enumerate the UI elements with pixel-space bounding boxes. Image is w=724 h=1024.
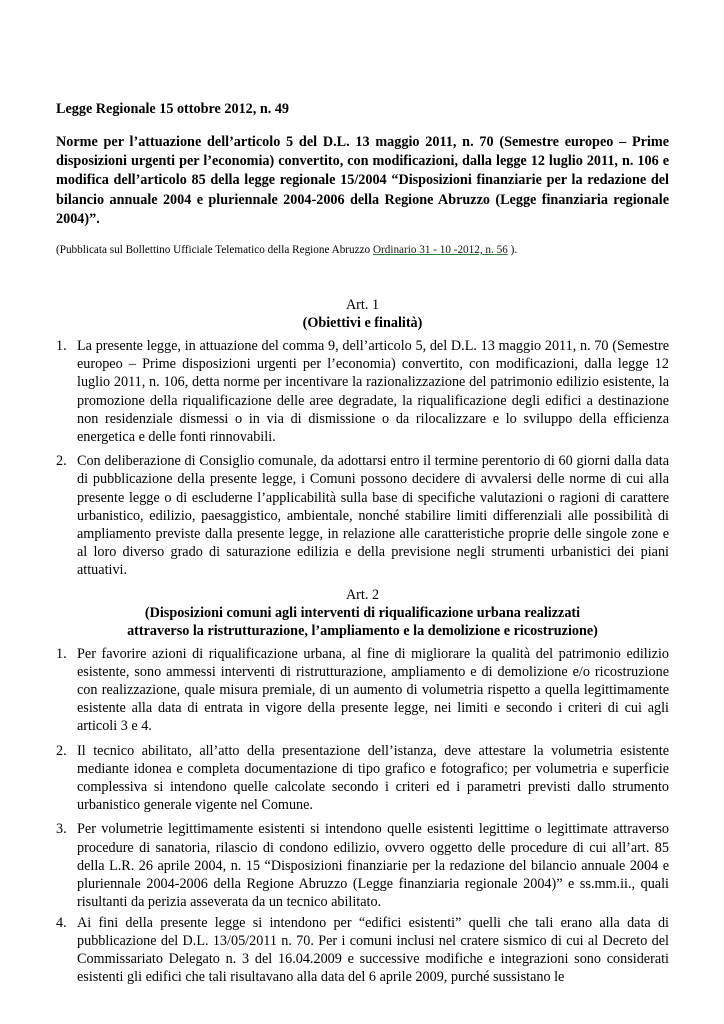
article-1-paragraphs: [56, 337, 669, 580]
paragraph-number: 2.: [56, 742, 67, 759]
document-page: [56, 100, 669, 986]
article-2-paragraph-2: [56, 742, 669, 815]
article-1-number: Art. 1: [345, 297, 380, 314]
law-subtitle: Norme per l’attuazione dell’articolo 5 del D.L. 13 maggio 2011, n. 70 (Semestre europeo – Prime disposizioni urgenti per l’economia) convertito, con modificazioni, dalla legge 12 luglio 2011, n. 106 e modifica dell’articolo 85 della legge regionale 15/2004 “Disposizioni finanziarie per la redazione del bilancio annuale 2004 e pluriennale 2004-2006 della Regione Abruzzo (Legge finanziaria regionale 2004)”.: [56, 134, 669, 227]
paragraph-number: 1.: [56, 645, 67, 662]
article-2-number: Art. 2: [345, 586, 380, 603]
paragraph-text: Per volumetrie legittimamente esistenti si intendono quelle esistenti legittime o legittimate attraverso procedure di sanatoria, rilascio di condono edilizio, ovvero oggetto delle procedure di cui all’art. 85 della L.R. 26 aprile 2004, n. 15 “Disposizioni finanziarie per la redazione del bilancio annuale 2004 e pluriennale 2004-2006 della Regione Abruzzo (Legge finanziaria regionale 2004)” e ss.mm.ii., quali risultanti da perizia asseverata da un tecnico abilitato.: [77, 821, 669, 911]
paragraph-number: 2.: [56, 453, 67, 470]
article-1-paragraph-2: [56, 452, 669, 579]
publication-prefix: (Pubblicata sul Bollettino Ufficiale Telematico della Regione Abruzzo: [56, 244, 373, 257]
paragraph-text: Per favorire azioni di riqualificazione urbana, al fine di migliorare la qualità del patrimonio edilizio esistente, sono ammessi interventi di ristrutturazione, ampliamento e di demolizione e/o ricostruzione con realizzazione, quale misura premiale, di un aumento di volumetria rispetto a quella legittimamente esistente alla data di entrata in vigore della presente legge, nei limiti e secondo i criteri di cui agli articoli 3 e 4.: [77, 645, 669, 735]
publication-suffix: ).: [507, 244, 518, 257]
paragraph-text: Ai fini della presente legge si intendono per “edifici esistenti” quelli che tali erano alla data di pubblicazione del D.L. 13/05/2011 n. 70. Per i comuni inclusi nel cratere sismico di cui al Decreto del Commissariato Delegato n. 3 del 16.04.2009 e successive modifiche e integrazioni sono considerati esistenti gli edifici che tali risultavano alla data del 6 aprile 2009, purché sussistano le: [77, 914, 669, 986]
paragraph-text: Con deliberazione di Consiglio comunale, da adottarsi entro il termine perentorio di 60 giorni dalla data di pubblicazione della presente legge, i Comuni possono decidere di avvalersi delle norme di cui alla presente legge o di escluderne l’applicabilità sulla base di specifiche valutazioni o ragioni di carattere urbanistico, edilizio, paesaggistico, ambientale, nonché stabilire limiti differenziali alle possibilità di ampliamento previste dalla presente legge, in relazione alle caratteristiche proprie delle singole zone e al loro diverso grado di saturazione edilizia e della previsione negli strumenti urbanistici dei piani attuativi.: [77, 453, 669, 579]
article-2-title-line-1: (Disposizioni comuni agli interventi di riqualificazione urbana realizzati: [144, 604, 581, 621]
paragraph-text: Il tecnico abilitato, all’atto della presentazione dell’istanza, deve attestare la volumetria esistente mediante idonea e completa documentazione di tipo grafico e fotografico; per volumetria e superficie complessiva si intendono quelle calcolate secondo i criteri ed i parametri previsti dallo strumento urbanistico generale vigente nel Comune.: [77, 742, 669, 814]
article-1-paragraph-1: [56, 337, 669, 446]
article-1-title: (Obiettivi e finalità): [302, 315, 423, 332]
paragraph-number: 1.: [56, 338, 67, 355]
article-2-paragraph-4: [56, 914, 669, 987]
article-2-title-line-2: attraverso la ristrutturazione, l’ampliamento e la demolizione e ricostruzione): [127, 622, 598, 639]
article-2: [56, 586, 669, 987]
publication-note: [56, 243, 669, 258]
law-title: Legge Regionale 15 ottobre 2012, n. 49: [56, 101, 290, 117]
paragraph-number: 3.: [56, 821, 67, 838]
paragraph-number: 4.: [56, 914, 67, 931]
paragraph-text: La presente legge, in attuazione del comma 9, dell’articolo 5, del D.L. 13 maggio 2011, n. 70 (Semestre europeo – Prime disposizioni urgenti per l’economia) convertito, con modificazioni, dalla legge 12 luglio 2011, n. 106, detta norme per incentivare la razionalizzazione del patrimonio edilizio esistente, la promozione della riqualificazione delle aree degradate, la riqualificazione degli edifici a destinazione non residenziale dismessi o in via di dismissione o da rilocalizzare e lo sviluppo della efficienza energetica e delle fonti rinnovabili.: [77, 338, 669, 446]
publication-link[interactable]: Ordinario 31 - 10 -2012, n. 56: [372, 244, 508, 257]
article-1: [56, 296, 669, 580]
article-2-paragraph-3: [56, 820, 669, 911]
article-2-paragraph-1: [56, 645, 669, 736]
article-2-paragraphs: [56, 645, 669, 987]
